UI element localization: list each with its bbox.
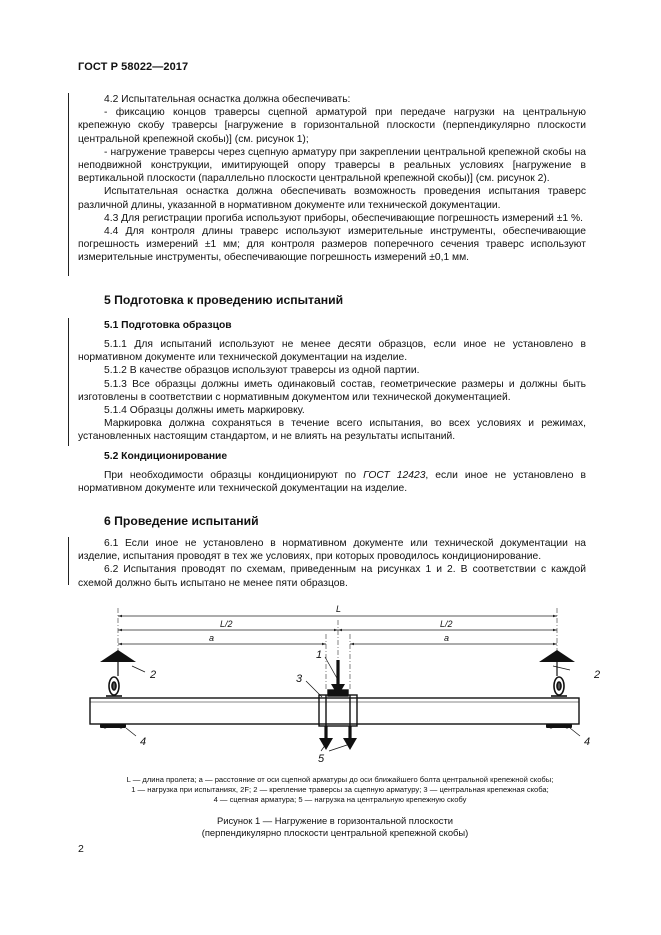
section-4-text [78, 93, 586, 265]
caption-line: Рисунок 1 — Нагружение в горизонтальной плоскости [216, 815, 453, 826]
callout-3: 3 [296, 673, 303, 685]
paragraph: Испытательная оснастка должна обеспечивать возможность проведения испытания траверс различной длины, указанной в нормативном документе или технической документации. [78, 186, 586, 211]
subsection-heading: 5.1 Подготовка образцов [104, 320, 232, 331]
paragraph: 4.2 Испытательная оснастка должна обеспечивать: [104, 94, 351, 105]
coupling-fitting-left [100, 724, 126, 729]
dimension-label-L: L [336, 604, 342, 614]
change-bar [68, 537, 69, 585]
standard-reference-link[interactable]: ГОСТ 12423 [363, 470, 426, 481]
callout-4-right: 4 [584, 736, 591, 748]
dimension-label-a-right: a [444, 633, 450, 643]
callout-1: 1 [316, 649, 323, 661]
page-number: 2 [78, 843, 84, 855]
callout-5: 5 [318, 753, 325, 765]
fixed-support-left [100, 650, 136, 662]
caption-line: (перпендикулярно плоскости центральной крепежной скобы) [201, 827, 469, 839]
paragraph: 5.1.1 Для испытаний используют не менее десяти образцов, если иное не установлено в нормативном документе или технической документации на изделие. [78, 339, 586, 364]
figure-1 [70, 600, 600, 775]
document-header: ГОСТ Р 58022—2017 [78, 61, 189, 73]
fixed-support-right [539, 650, 575, 662]
leader-lines [126, 657, 580, 751]
dimension-label-a-left: a [209, 633, 215, 643]
callout-4-left: 4 [140, 736, 147, 748]
text: , если иное не установлено в нормативном документе или технической документации на изделие. [78, 470, 586, 495]
paragraph: - нагружение траверсы через сцепную арматуру при закреплении центральной крепежной скобы на неподвижной конструкции, имитирующей опору траверсы в реальных условиях [нагружение в вертикальной плоскости (параллельно плоскости центральной крепежной скобы)] (см. рисунок 2). [78, 146, 586, 185]
dimension-label-half-left: L/2 [220, 619, 233, 629]
change-bar [68, 318, 69, 446]
section-5-1-text [78, 338, 586, 444]
change-bar [68, 93, 69, 276]
legend-line: 4 — сцепная арматура; 5 — нагрузка на центральную крепежную скобу [213, 795, 467, 805]
coupling-fitting-right [546, 724, 572, 729]
paragraph: 6.1 Если иное не установлено в нормативном документе или технической документации на изделие, испытания проводят в тех же условиях, при которых проводилось кондиционирование. [78, 538, 586, 563]
paragraph [78, 469, 586, 495]
shackle-right [551, 677, 567, 696]
paragraph: - фиксацию концов траверсы сцепной арматурой при передаче нагрузки на центральную крепежную скобу траверсы [нагружение в горизонтальной плоскости (перпендикулярно плоскости центральной крепежной скобы)] (см. рисунок 1); [78, 107, 586, 145]
dimension-label-half-right: L/2 [440, 619, 453, 629]
text: При необходимости образцы кондиционируют по [104, 470, 364, 481]
section-6-text [78, 537, 586, 590]
figure-caption [130, 815, 540, 840]
paragraph: 5.1.2 В качестве образцов используют траверсы из одной партии. [104, 365, 420, 377]
section-5-2-text [78, 469, 586, 495]
callout-2-left: 2 [150, 669, 157, 681]
callout-2-right: 2 [594, 669, 600, 681]
paragraph: Маркировка должна сохраняться в течение всего испытания, во всех условиях и режимах, установленных настоящим стандартом, и не влиять на результаты испытаний. [78, 418, 586, 443]
subsection-heading: 5.2 Кондиционирование [104, 451, 228, 462]
paragraph: 4.3 Для регистрации прогиба используют приборы, обеспечивающие погрешность измерений ±1 %. [104, 212, 584, 224]
shackle-left [106, 677, 122, 696]
section-heading: 5 Подготовка к проведению испытаний [104, 293, 344, 307]
legend-line: L — длина пролета; a — расстояние от оси сцепной арматуры до оси ближайшего болта центральной крепежной скобы; [126, 775, 554, 784]
section-heading: 6 Проведение испытаний [104, 514, 259, 528]
paragraph: 5.1.3 Все образцы должны иметь одинаковый состав, геометрические размеры и должны быть изготовлены в соответствии с нормативным документом или технической документацией. [78, 378, 586, 403]
paragraph: 5.1.4 Образцы должны иметь маркировку. [104, 405, 305, 417]
figure-legend [80, 775, 600, 806]
paragraph: 6.2 Испытания проводят по схемам, приведенным на рисунках 1 и 2. В соответствии с каждой схемой должно быть испытано не менее пяти образцов. [78, 564, 586, 589]
legend-line: 1 — нагрузка при испытаниях, 2F; 2 — крепление траверсы за сцепную арматуру; 3 — центральная крепежная скоба; [131, 785, 549, 795]
paragraph: 4.4 Для контроля длины траверс используют измерительные инструменты, обеспечивающие погрешность измерений ±1 мм; для контроля размеров поперечного сечения траверс используют измерительные инструменты, обеспечивающие погрешность измерений ±0,1 мм. [78, 226, 586, 264]
loading-diagram [70, 600, 600, 770]
